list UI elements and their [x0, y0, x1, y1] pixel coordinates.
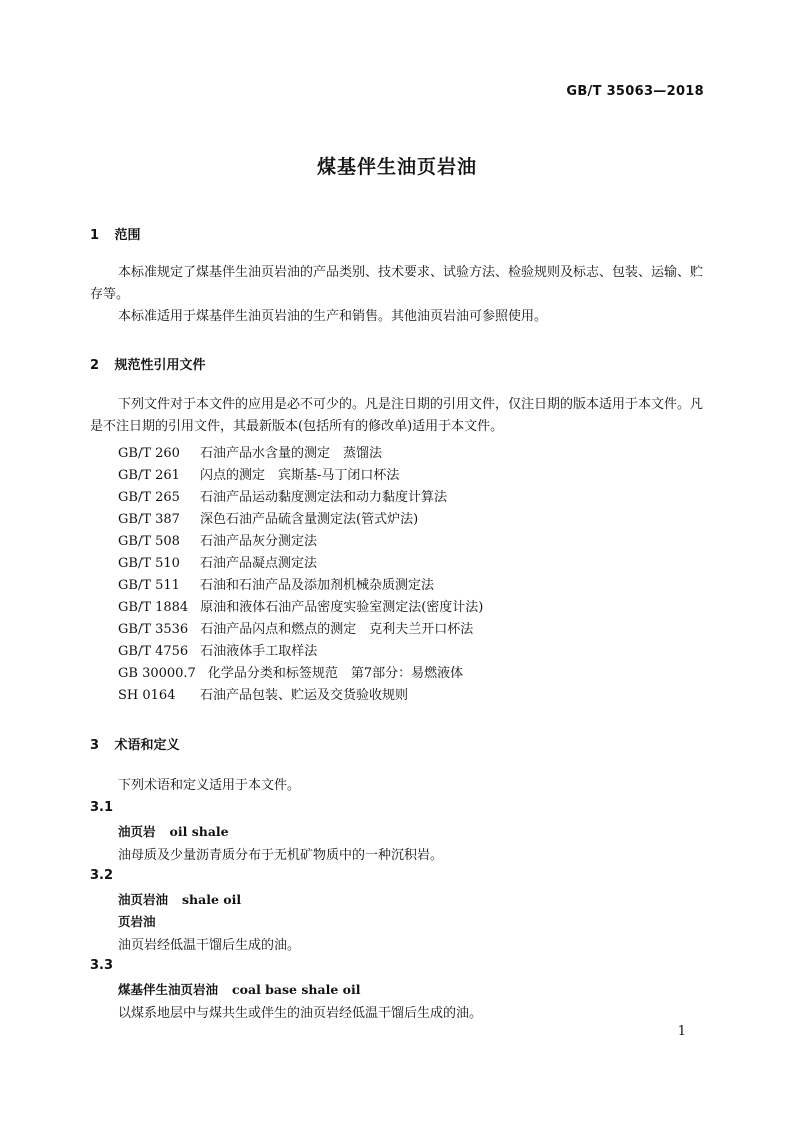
section-3-heading [90, 734, 180, 753]
reference-code: GB 30000.7 [118, 666, 196, 681]
scope-paragraph-2: 本标准适用于煤基伴生油页岩油的生产和销售。其他油页岩油可参照使用。 [118, 309, 548, 324]
term-number: 3.3 [90, 958, 114, 973]
term-entry [118, 980, 360, 998]
reference-title: 原油和液体石油产品密度实验室测定法(密度计法) [200, 600, 484, 615]
term-definition: 油母质及少量沥青质分布于无机矿物质中的一种沉积岩。 [118, 848, 444, 863]
reference-title: 深色石油产品硫含量测定法(管式炉法) [200, 512, 419, 527]
reference-title: 石油产品水含量的测定 蒸馏法 [200, 446, 383, 461]
term-zh: 油页岩 [118, 824, 156, 839]
section-number: 1 [90, 228, 100, 243]
reference-item [118, 464, 399, 483]
reference-code: GB/T 510 [118, 556, 180, 571]
term-definition: 油页岩经低温干馏后生成的油。 [118, 938, 301, 953]
term-synonym: 页岩油 [118, 914, 156, 929]
term-en: shale oil [182, 892, 242, 907]
reference-item [118, 508, 418, 527]
reference-item [118, 640, 317, 659]
document-title: 煤基伴生油页岩油 [316, 156, 477, 178]
section-title: 术语和定义 [114, 738, 180, 753]
reference-code: GB/T 1884 [118, 600, 189, 615]
reference-item [118, 596, 483, 615]
page-number: 1 [677, 1024, 686, 1039]
term-zh: 煤基伴生油页岩油 [118, 982, 219, 997]
reference-title: 闪点的测定 宾斯基-马丁闭口杯法 [200, 468, 400, 483]
reference-title: 石油和石油产品及添加剂机械杂质测定法 [200, 578, 435, 593]
scope-paragraph-1: 本标准规定了煤基伴生油页岩油的产品类别、技术要求、试验方法、检验规则及标志、包装、运输、贮存等。 [90, 265, 704, 302]
section-number: 2 [90, 358, 100, 373]
reference-item [118, 662, 463, 681]
references-intro: 下列文件对于本文件的应用是必不可少的。凡是注日期的引用文件，仅注日期的版本适用于本文件。凡是不注日期的引用文件，其最新版本(包括所有的修改单)适用于本文件。 [90, 397, 704, 434]
reference-item [118, 552, 317, 571]
reference-title: 石油产品凝点测定法 [200, 556, 318, 571]
section-number: 3 [90, 738, 100, 753]
reference-code: SH 0164 [118, 688, 176, 703]
reference-item [118, 684, 408, 703]
reference-title: 石油产品包装、贮运及交货验收规则 [200, 688, 409, 703]
reference-code: GB/T 387 [118, 512, 180, 527]
section-1-heading [90, 224, 141, 243]
term-number: 3.1 [90, 800, 114, 815]
reference-title: 石油液体手工取样法 [200, 644, 318, 659]
section-2-heading [90, 354, 206, 373]
reference-item [118, 618, 473, 637]
term-number: 3.2 [90, 868, 114, 883]
reference-title: 化学品分类和标签规范 第7部分：易燃液体 [207, 666, 464, 681]
standard-code: GB/T 35063—2018 [566, 84, 704, 99]
reference-item [118, 574, 434, 593]
term-zh: 油页岩油 [118, 892, 169, 907]
term-definition: 以煤系地层中与煤共生或伴生的油页岩经低温干馏后生成的油。 [118, 1006, 483, 1021]
reference-item [118, 442, 382, 461]
terms-intro: 下列术语和定义适用于本文件。 [118, 778, 301, 793]
term-en: coal base shale oil [232, 982, 361, 997]
reference-item [118, 486, 447, 505]
reference-title: 石油产品闪点和燃点的测定 克利夫兰开口杯法 [200, 622, 474, 637]
section-title: 范围 [114, 228, 141, 243]
reference-code: GB/T 261 [118, 468, 180, 483]
reference-code: GB/T 265 [118, 490, 180, 505]
term-entry [118, 890, 241, 908]
reference-code: GB/T 4756 [118, 644, 189, 659]
term-en: oil shale [169, 824, 229, 839]
reference-title: 石油产品灰分测定法 [200, 534, 318, 549]
reference-code: GB/T 260 [118, 446, 180, 461]
reference-code: GB/T 508 [118, 534, 180, 549]
reference-code: GB/T 511 [118, 578, 180, 593]
term-entry [118, 822, 229, 840]
reference-title: 石油产品运动黏度测定法和动力黏度计算法 [200, 490, 448, 505]
reference-item [118, 530, 317, 549]
reference-code: GB/T 3536 [118, 622, 189, 637]
section-title: 规范性引用文件 [114, 358, 206, 373]
